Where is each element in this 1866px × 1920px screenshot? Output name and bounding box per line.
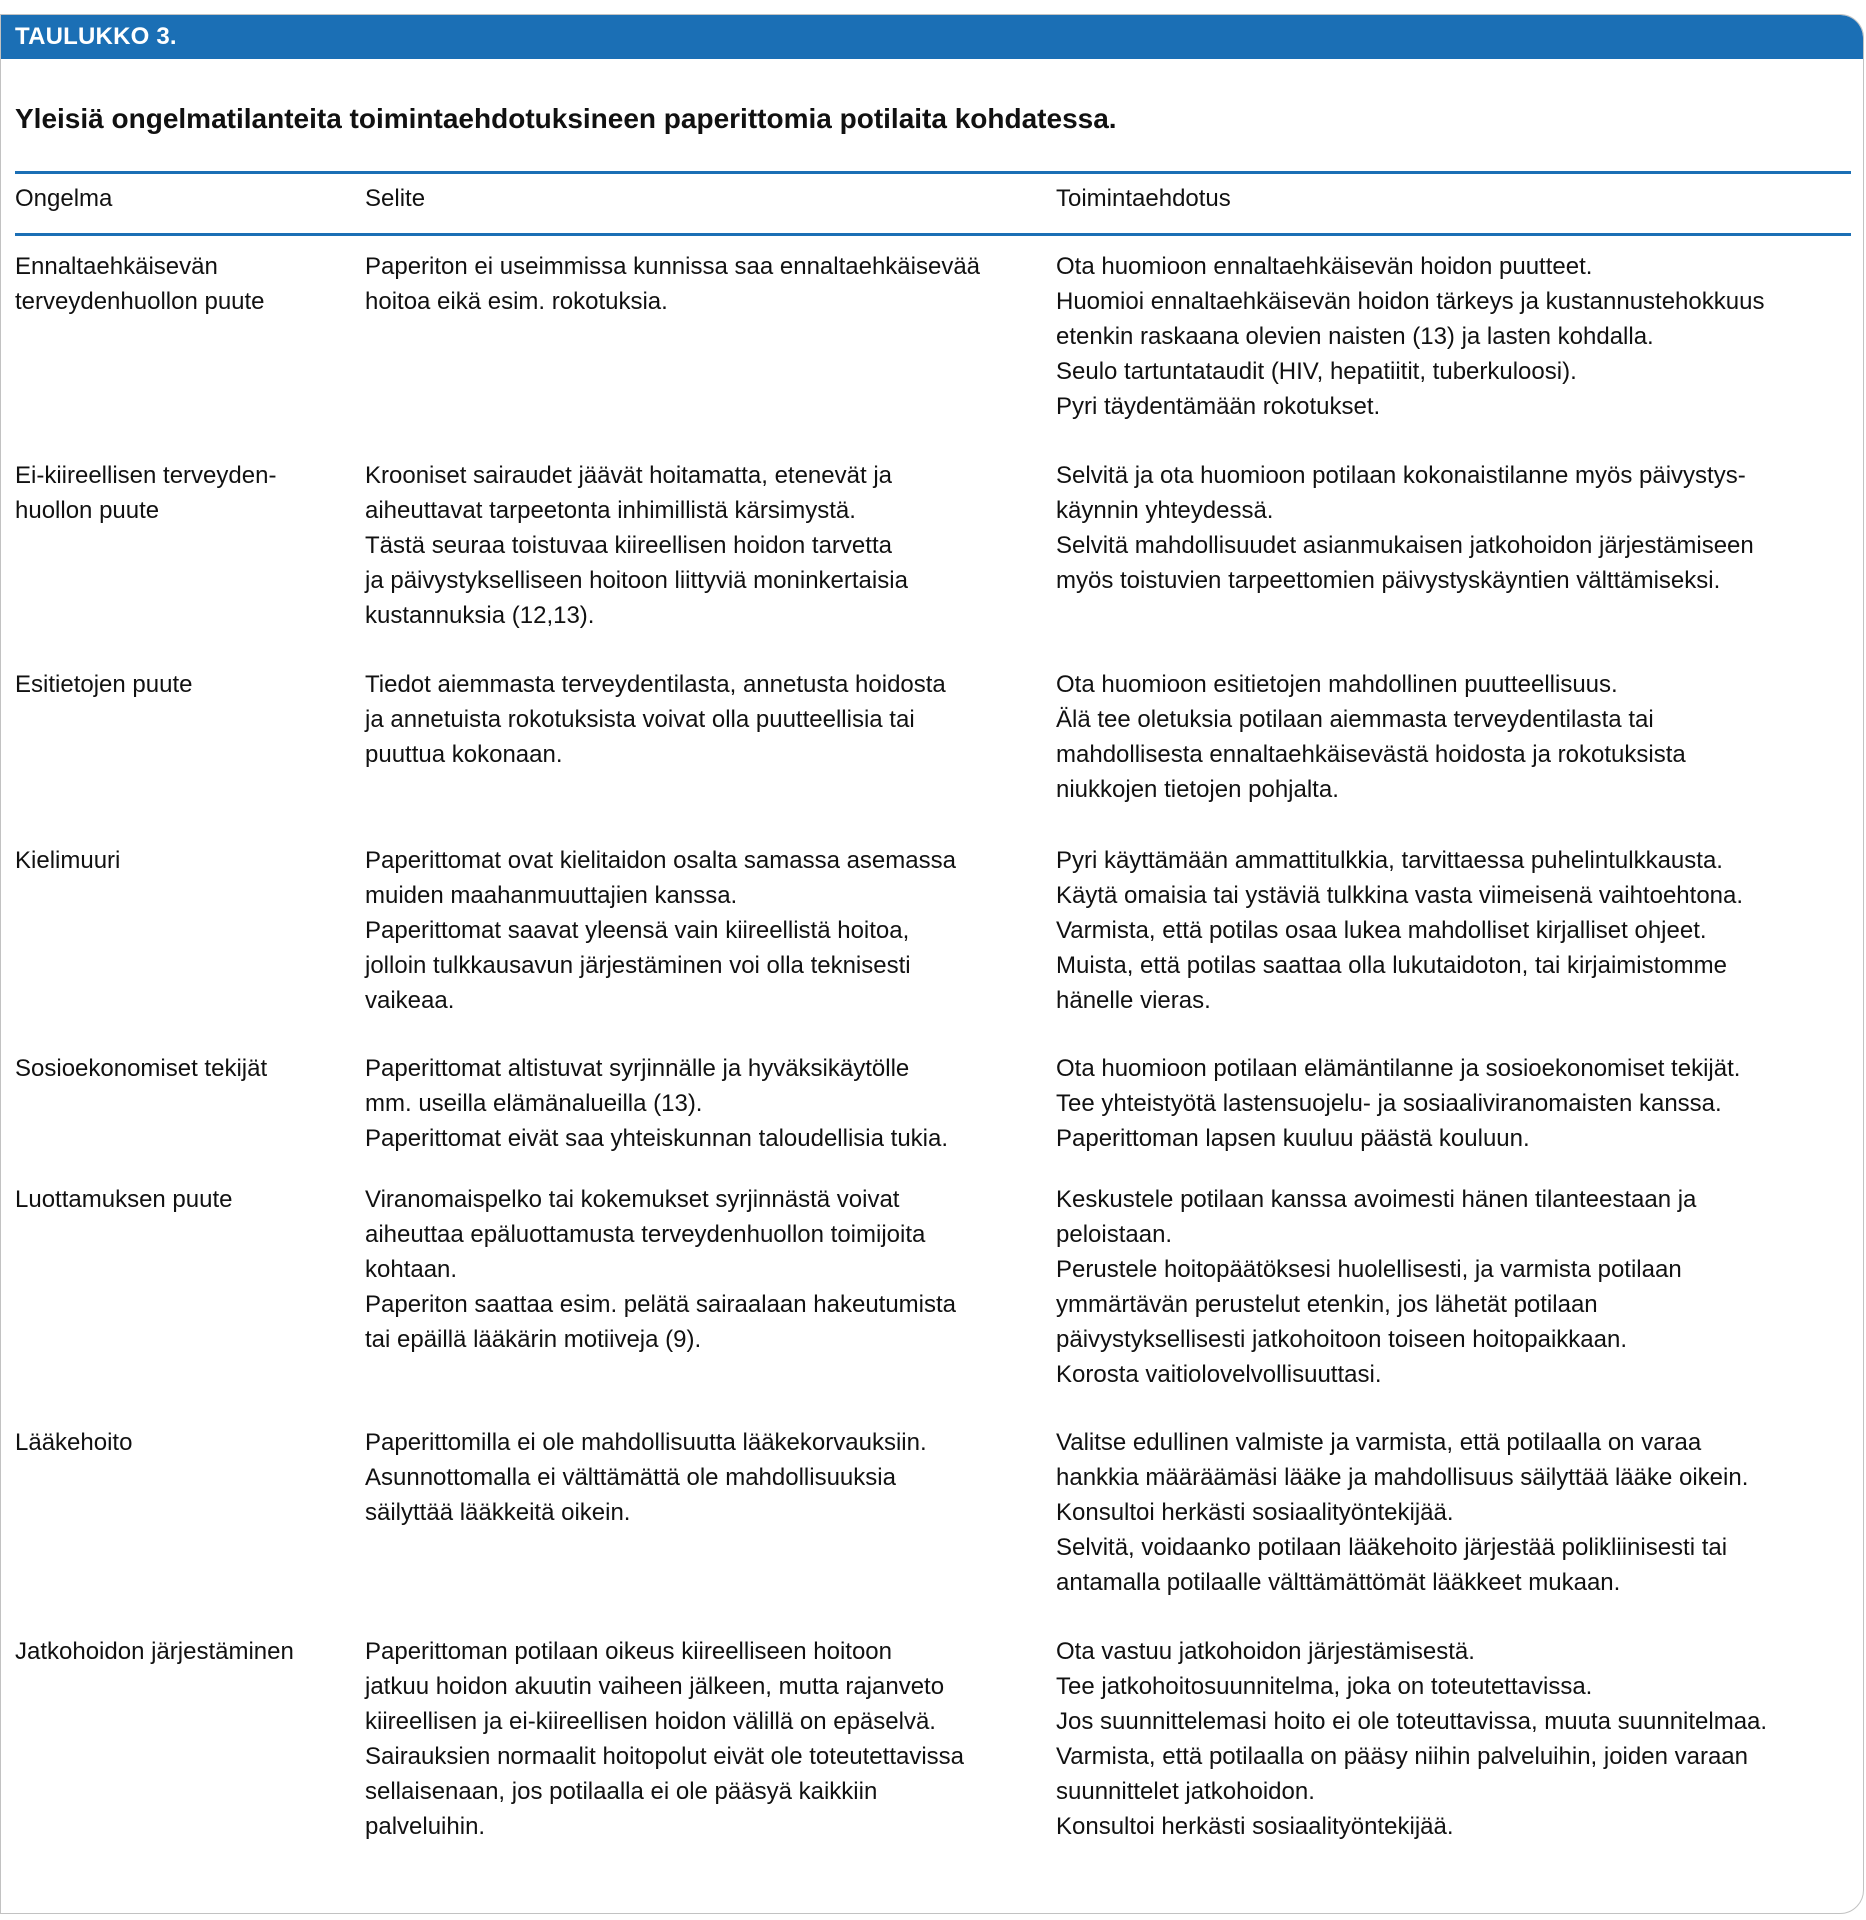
- cell-text-line: Huomioi ennaltaehkäisevän hoidon tärkeys ja kustannustehokkuus: [1056, 288, 1765, 315]
- cell-text-line: Sosioekonomiset tekijät: [15, 1055, 268, 1082]
- cell-text-line: tai epäillä lääkärin motiiveja (9).: [365, 1326, 702, 1353]
- explanation-cell: [365, 1051, 1035, 1156]
- cell-text-line: Jos suunnittelemasi hoito ei ole toteuttavissa, muuta suunnitelmaa.: [1056, 1708, 1768, 1735]
- cell-text-line: Paperittomat saavat yleensä vain kiireellistä hoitoa,: [365, 917, 910, 944]
- cell-text-line: Tiedot aiemmasta terveydentilasta, annetusta hoidosta: [365, 671, 946, 698]
- explanation-cell: [365, 458, 1035, 633]
- action-cell: [1056, 249, 1856, 424]
- cell-text-line: kohtaan.: [365, 1256, 458, 1283]
- explanation-cell: [365, 1425, 1035, 1530]
- cell-text-line: Kielimuuri: [15, 847, 121, 874]
- cell-text-line: Tästä seuraa toistuvaa kiireellisen hoidon tarvetta: [365, 532, 892, 559]
- cell-text-line: Käytä omaisia tai ystäviä tulkkina vasta viimeisenä vaihtoehtona.: [1056, 882, 1744, 909]
- cell-text-line: ja päivystykselliseen hoitoon liittyviä moninkertaisia: [365, 567, 908, 594]
- problem-cell: [15, 1634, 345, 1669]
- cell-text-line: vaikeaa.: [365, 987, 455, 1014]
- cell-text-line: ja annetuista rokotuksista voivat olla puutteellisia tai: [365, 706, 915, 733]
- cell-text-line: palveluihin.: [365, 1813, 486, 1840]
- cell-text-line: Pyri käyttämään ammattitulkkia, tarvittaessa puhelintulkkausta.: [1056, 847, 1723, 874]
- cell-text-line: Älä tee oletuksia potilaan aiemmasta terveydentilasta tai: [1056, 706, 1654, 733]
- cell-text-line: hoitoa eikä esim. rokotuksia.: [365, 288, 668, 315]
- cell-text-line: Varmista, että potilas osaa lukea mahdolliset kirjalliset ohjeet.: [1056, 917, 1707, 944]
- cell-text-line: Tee yhteistyötä lastensuojelu- ja sosiaaliviranomaisten kanssa.: [1056, 1090, 1722, 1117]
- cell-text-line: Ota huomioon ennaltaehkäisevän hoidon puutteet.: [1056, 253, 1593, 280]
- problem-cell: [15, 249, 345, 319]
- cell-text-line: aiheuttavat tarpeetonta inhimillistä kärsimystä.: [365, 497, 856, 524]
- cell-text-line: Ota huomioon potilaan elämäntilanne ja sosioekonomiset tekijät.: [1056, 1055, 1741, 1082]
- action-cell: [1056, 1182, 1856, 1392]
- cell-text-line: suunnittelet jatkohoidon.: [1056, 1778, 1315, 1805]
- cell-text-line: Ei-kiireellisen terveyden-: [15, 462, 277, 489]
- cell-text-line: kiireellisen ja ei-kiireellisen hoidon välillä on epäselvä.: [365, 1708, 936, 1735]
- cell-text-line: antamalla potilaalle välttämättömät lääkkeet mukaan.: [1056, 1569, 1621, 1596]
- cell-text-line: Jatkohoidon järjestäminen: [15, 1638, 294, 1665]
- header-rule: [15, 233, 1851, 236]
- cell-text-line: puuttua kokonaan.: [365, 741, 563, 768]
- explanation-cell: [365, 249, 1035, 319]
- cell-text-line: Esitietojen puute: [15, 671, 193, 698]
- column-header-action: Toimintaehdotus: [1056, 185, 1231, 212]
- cell-text-line: Selvitä, voidaanko potilaan lääkehoito järjestää polikliinisesti tai: [1056, 1534, 1728, 1561]
- cell-text-line: aiheuttaa epäluottamusta terveydenhuollon toimijoita: [365, 1221, 926, 1248]
- explanation-cell: [365, 1634, 1035, 1844]
- column-header-explanation: Selite: [365, 185, 426, 212]
- cell-text-line: huollon puute: [15, 497, 160, 524]
- cell-text-line: käynnin yhteydessä.: [1056, 497, 1274, 524]
- cell-text-line: mm. useilla elämänalueilla (13).: [365, 1090, 703, 1117]
- cell-text-line: Seulo tartuntataudit (HIV, hepatiitit, tuberkuloosi).: [1056, 358, 1577, 385]
- cell-text-line: Selvitä mahdollisuudet asianmukaisen jatkohoidon järjestämiseen: [1056, 532, 1754, 559]
- column-header-problem: Ongelma: [15, 185, 113, 212]
- cell-text-line: päivystyksellisesti jatkohoitoon toiseen hoitopaikkaan.: [1056, 1326, 1627, 1353]
- cell-text-line: Paperiton ei useimmissa kunnissa saa ennaltaehkäisevää: [365, 253, 981, 280]
- cell-text-line: Pyri täydentämään rokotukset.: [1056, 393, 1381, 420]
- cell-text-line: Paperittomilla ei ole mahdollisuutta lääkekorvauksiin.: [365, 1429, 927, 1456]
- problem-cell: [15, 667, 345, 702]
- cell-text-line: muiden maahanmuuttajien kanssa.: [365, 882, 738, 909]
- cell-text-line: Konsultoi herkästi sosiaalityöntekijää.: [1056, 1813, 1454, 1840]
- cell-text-line: Paperittomat ovat kielitaidon osalta samassa asemassa: [365, 847, 956, 874]
- cell-text-line: Paperittoman lapsen kuuluu päästä kouluun.: [1056, 1125, 1530, 1152]
- cell-text-line: Lääkehoito: [15, 1429, 133, 1456]
- cell-text-line: Tee jatkohoitosuunnitelma, joka on toteutettavissa.: [1056, 1673, 1593, 1700]
- action-cell: [1056, 843, 1856, 1018]
- cell-text-line: Paperittoman potilaan oikeus kiireelliseen hoitoon: [365, 1638, 892, 1665]
- cell-text-line: terveydenhuollon puute: [15, 288, 265, 315]
- explanation-cell: [365, 1182, 1035, 1357]
- action-cell: [1056, 1425, 1856, 1600]
- cell-text-line: Paperittomat eivät saa yhteiskunnan taloudellisia tukia.: [365, 1125, 949, 1152]
- cell-text-line: myös toistuvien tarpeettomien päivystyskäyntien välttämiseksi.: [1056, 567, 1721, 594]
- action-cell: [1056, 1634, 1856, 1844]
- problem-cell: [15, 458, 345, 528]
- cell-text-line: Perustele hoitopäätöksesi huolellisesti, ja varmista potilaan: [1056, 1256, 1682, 1283]
- cell-text-line: mahdollisesta ennaltaehkäisevästä hoidosta ja rokotuksista: [1056, 741, 1686, 768]
- cell-text-line: ymmärtävän perustelut etenkin, jos lähetät potilaan: [1056, 1291, 1598, 1318]
- table-title: Yleisiä ongelmatilanteita toimintaehdotuksineen paperittomia potilaita kohdatessa.: [15, 103, 1117, 134]
- cell-text-line: Ota huomioon esitietojen mahdollinen puutteellisuus.: [1056, 671, 1618, 698]
- action-cell: [1056, 667, 1856, 807]
- cell-text-line: peloistaan.: [1056, 1221, 1173, 1248]
- cell-text-line: Viranomaispelko tai kokemukset syrjinnästä voivat: [365, 1186, 900, 1213]
- cell-text-line: Asunnottomalla ei välttämättä ole mahdollisuuksia: [365, 1464, 896, 1491]
- table-header-bar: [1, 15, 1863, 59]
- explanation-cell: [365, 667, 1035, 772]
- cell-text-line: jatkuu hoidon akuutin vaiheen jälkeen, mutta rajanveto: [365, 1673, 945, 1700]
- cell-text-line: Paperiton saattaa esim. pelätä sairaalaan hakeutumista: [365, 1291, 957, 1318]
- cell-text-line: Paperittomat altistuvat syrjinnälle ja hyväksikäytölle: [365, 1055, 910, 1082]
- cell-text-line: säilyttää lääkkeitä oikein.: [365, 1499, 631, 1526]
- cell-text-line: niukkojen tietojen pohjalta.: [1056, 776, 1339, 803]
- problem-cell: [15, 1182, 345, 1217]
- explanation-cell: [365, 843, 1035, 1018]
- cell-text-line: etenkin raskaana olevien naisten (13) ja lasten kohdalla.: [1056, 323, 1654, 350]
- problem-cell: [15, 843, 345, 878]
- cell-text-line: sellaisenaan, jos potilaalla ei ole pääsyä kaikkiin: [365, 1778, 878, 1805]
- cell-text-line: Varmista, että potilaalla on pääsy niihin palveluihin, joiden varaan: [1056, 1743, 1748, 1770]
- problem-cell: [15, 1051, 345, 1086]
- action-cell: [1056, 1051, 1856, 1156]
- cell-text-line: Ota vastuu jatkohoidon järjestämisestä.: [1056, 1638, 1475, 1665]
- top-rule: [15, 171, 1851, 174]
- cell-text-line: Krooniset sairaudet jäävät hoitamatta, etenevät ja: [365, 462, 892, 489]
- cell-text-line: Luottamuksen puute: [15, 1186, 233, 1213]
- cell-text-line: Valitse edullinen valmiste ja varmista, että potilaalla on varaa: [1056, 1429, 1702, 1456]
- cell-text-line: Selvitä ja ota huomioon potilaan kokonaistilanne myös päivystys-: [1056, 462, 1746, 489]
- action-cell: [1056, 458, 1856, 598]
- problem-cell: [15, 1425, 345, 1460]
- cell-text-line: Keskustele potilaan kanssa avoimesti hänen tilanteestaan ja: [1056, 1186, 1697, 1213]
- cell-text-line: Korosta vaitiolovelvollisuuttasi.: [1056, 1361, 1382, 1388]
- cell-text-line: Muista, että potilas saattaa olla lukutaidoton, tai kirjaimistomme: [1056, 952, 1727, 979]
- cell-text-line: Sairauksien normaalit hoitopolut eivät ole toteutettavissa: [365, 1743, 965, 1770]
- cell-text-line: Ennaltaehkäisevän: [15, 253, 218, 280]
- cell-text-line: Konsultoi herkästi sosiaalityöntekijää.: [1056, 1499, 1454, 1526]
- cell-text-line: kustannuksia (12,13).: [365, 602, 595, 629]
- cell-text-line: hänelle vieras.: [1056, 987, 1211, 1014]
- cell-text-line: hankkia määräämäsi lääke ja mahdollisuus säilyttää lääke oikein.: [1056, 1464, 1749, 1491]
- table-label: TAULUKKO 3.: [15, 23, 177, 50]
- table-card: [0, 14, 1864, 1914]
- cell-text-line: jolloin tulkkausavun järjestäminen voi olla teknisesti: [365, 952, 911, 979]
